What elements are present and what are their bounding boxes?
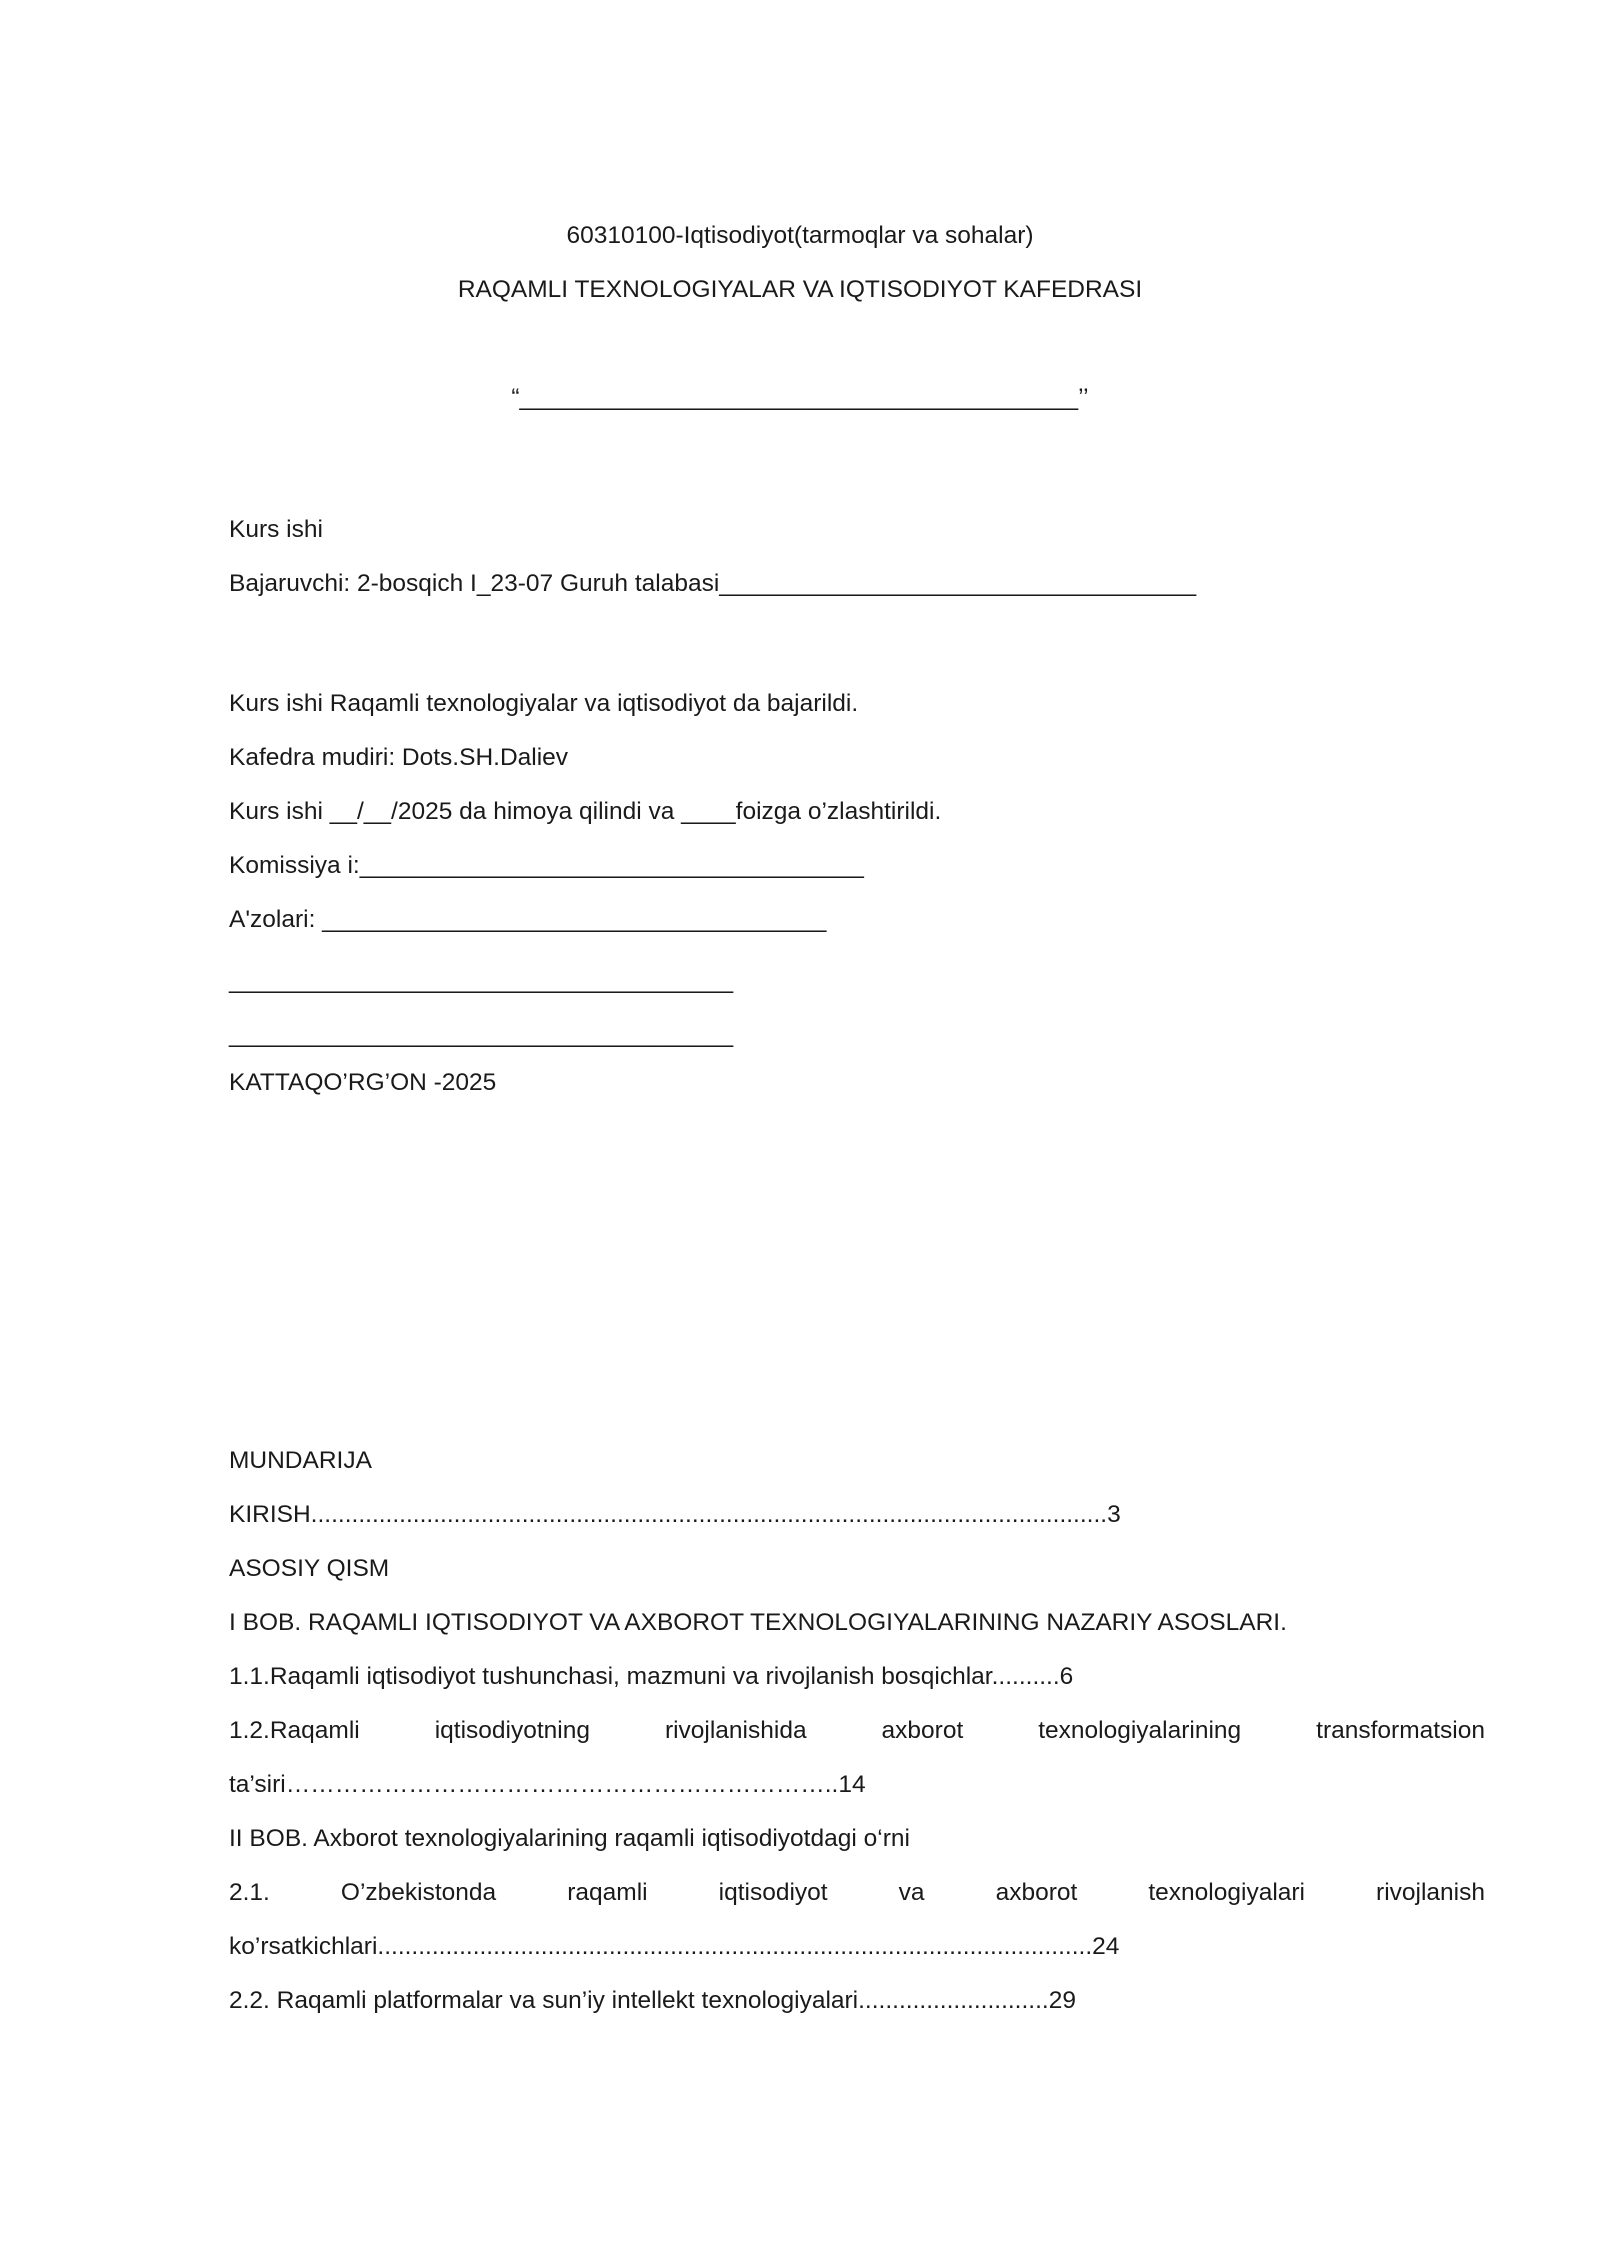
performer-line: Bajaruvchi: 2-bosqich I_23-07 Guruh talabasi___________________________________ — [229, 570, 1197, 597]
topic-placeholder: “_________________________________________’’ — [511, 384, 1089, 411]
contents-heading: MUNDARIJA — [229, 1447, 372, 1474]
member-signature-line: _____________________________________ — [229, 1021, 734, 1048]
toc-entry-1-2: 1.2.Raqamli iqtisodiyotning rivojlanishida axborot texnologiyalarining transformatsion — [229, 1717, 1485, 1744]
toc-entry-1-1: 1.1.Raqamli iqtisodiyot tushunchasi, mazmuni va rivojlanish bosqichlar..........6 — [229, 1663, 1074, 1690]
head-of-department: Kafedra mudiri: Dots.SH.Daliev — [229, 744, 569, 771]
toc-main-part: ASOSIY QISM — [229, 1555, 390, 1582]
defense-line: Kurs ishi __/__/2025 da himoya qilindi va ____foizga o’zlashtirildi. — [229, 798, 942, 825]
toc-entry-intro: KIRISH.....................................................................................................................3 — [229, 1501, 1121, 1528]
work-type: Kurs ishi — [229, 516, 323, 543]
completed-at-line: Kurs ishi Raqamli texnologiyalar va iqtisodiyot da bajarildi. — [229, 690, 859, 717]
specialty-line: 60310100-Iqtisodiyot(tarmoqlar va sohalar) — [566, 222, 1034, 249]
toc-entry-2-1: 2.1. O’zbekistonda raqamli iqtisodiyot va axborot texnologiyalari rivojlanish — [229, 1879, 1485, 1906]
toc-chapter-2: II BOB. Axborot texnologiyalarining raqamli iqtisodiyotdagi o‘rni — [229, 1825, 910, 1852]
member-signature-line: _____________________________________ — [229, 967, 734, 994]
toc-entry-2-2: 2.2. Raqamli platformalar va sun’iy intellekt texnologiyalari............................29 — [229, 1987, 1076, 2014]
city-year: KATTAQO’RG’ON -2025 — [229, 1069, 497, 1096]
toc-chapter-1: I BOB. RAQAMLI IQTISODIYOT VA AXBOROT TEXNOLOGIYALARINING NAZARIY ASOSLARI. — [229, 1609, 1287, 1636]
toc-entry-1-2-continuation: ta’siri…………………………………………………………..14 — [229, 1771, 866, 1798]
members-line: A'zolari: _____________________________________ — [229, 906, 827, 933]
toc-entry-2-1-continuation: ko’rsatkichlari.........................................................................................................24 — [229, 1933, 1120, 1960]
commission-line: Komissiya i:_____________________________________ — [229, 852, 864, 879]
department-name: RAQAMLI TEXNOLOGIYALAR VA IQTISODIYOT KAFEDRASI — [457, 276, 1143, 303]
